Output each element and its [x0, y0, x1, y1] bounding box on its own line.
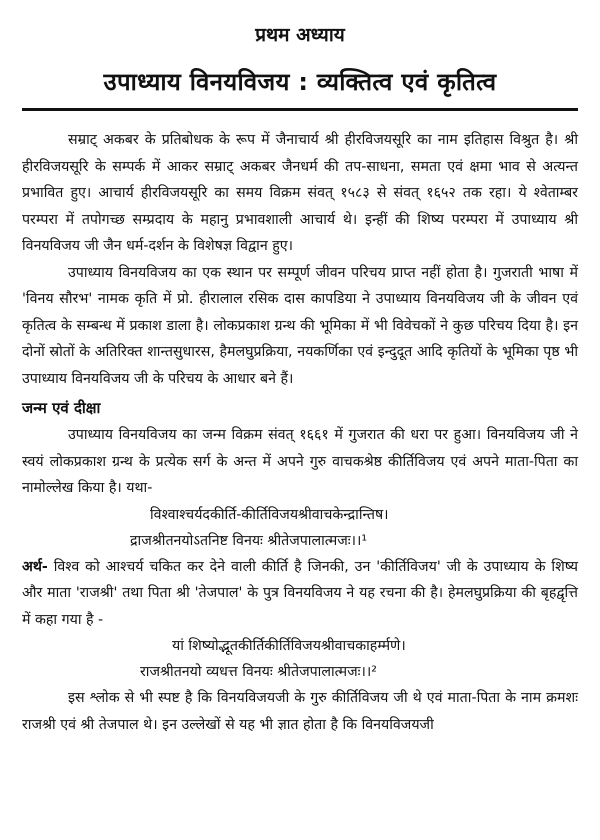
section-heading-birth: जन्म एवं दीक्षा	[22, 399, 101, 417]
verse-line-4: राजश्रीतनयो व्यधत्त विनयः श्रीतेजपालात्मजः।।²	[140, 664, 377, 680]
chapter-heading: प्रथम अध्याय	[255, 24, 345, 46]
meaning-label: अर्थ-	[22, 558, 48, 575]
paragraph-2: उपाध्याय विनयविजय का एक स्थान पर सम्पूर्ण जीवन परिचय प्राप्त नहीं होता है। गुजराती भाषा में 'विनय सौरभ' नामक कृति में प्रो. हीरालाल रसिक दास कापडिया ने उपाध्याय विनयविजय जी के जीवन एवं कृतित्व के सम्बन्ध में प्रकाश डाला है। लोकप्रकाश ग्रन्थ की भूमिका में भी विवेचकों ने कुछ परिचय दिया है। इन दोनों स्रोतों के अतिरिक्त शान्तसुधारस, हैमलघुप्रक्रिया, नयकर्णिका एवं इन्दुदूत आदि कृतियों के भूमिका पृष्ठ भी उपाध्याय विनयविजय जी के परिचय के आधार बने हैं।	[22, 264, 578, 387]
paragraph-1: सम्राट् अकबर के प्रतिबोधक के रूप में जैनाचार्य श्री हीरविजयसूरि का नाम इतिहास विश्रुत है। श्री हीरविजयसूरि के सम्पर्क में आकर सम्राट् अकबर जैनधर्म की तप-साधना, समता एवं क्षमा भाव से अत्यन्त प्रभावित हुए। आचार्य हीरविजयसूरि का समय विक्रम संवत् १५८३ से संवत् १६५२ तक रहा। ये श्वेताम्बर परम्परा में तपोगच्छ सम्प्रदाय के महानु प्रभावशाली आचार्य थे। इन्हीं की शिष्य परम्परा में उपाध्याय श्री विनयविजय जी जैन धर्म-दर्शन के विशेषज्ञ विद्वान हुए।	[22, 132, 578, 254]
verse-line-1: विश्वाश्चर्यदकीर्ति-कीर्तिविजयश्रीवाचकेन्द्रान्तिष।	[150, 506, 389, 523]
paragraph-4	[22, 554, 578, 634]
verse-line-2: द्राजश्रीतनयोऽतनिष्ट विनयः श्रीतेजपालात्मजः।।¹	[130, 532, 368, 549]
verse-line-3: यां शिष्योद्भूतकीर्तिकीर्तिविजयश्रीवाचकाहर्म्मणे।	[172, 638, 406, 654]
paragraph-4-text: विश्व को आश्चर्य चकित कर देने वाली कीर्ति है जिनकी, उन 'कीर्तिविजय' जी के उपाध्याय के शिष्य और माता 'राजश्री' तथा पिता श्री 'तेजपाल' के पुत्र विनयविजय ने यह रचना की है। हेमलघुप्रक्रिया की बृहद्वृत्ति में कहा गया है -	[22, 558, 578, 628]
paragraph-3: उपाध्याय विनयविजय का जन्म विक्रम संवत् १६६१ में गुजरात की धरा पर हुआ। विनयविजय जी ने स्वयं लोकप्रकाश ग्रन्थ के प्रत्येक सर्ग के अन्त में अपने गुरु वाचकश्रेष्ठ कीर्तिविजय एवं अपने माता-पिता का नामोल्लेख किया है। यथा-	[22, 427, 578, 496]
paragraph-5: इस श्लोक से भी स्पष्ट है कि विनयविजयजी के गुरु कीर्तिविजय जी थे एवं माता-पिता के नाम क्रमशः राजश्री एवं श्री तेजपाल थे। इन उल्लेखों से यह भी ज्ञात होता है कि विनयविजयजी	[22, 690, 578, 733]
title-divider	[22, 108, 578, 111]
page-title: उपाध्याय विनयविजय : व्यक्तित्व एवं कृतित्व	[103, 68, 497, 96]
document-body	[22, 127, 578, 738]
